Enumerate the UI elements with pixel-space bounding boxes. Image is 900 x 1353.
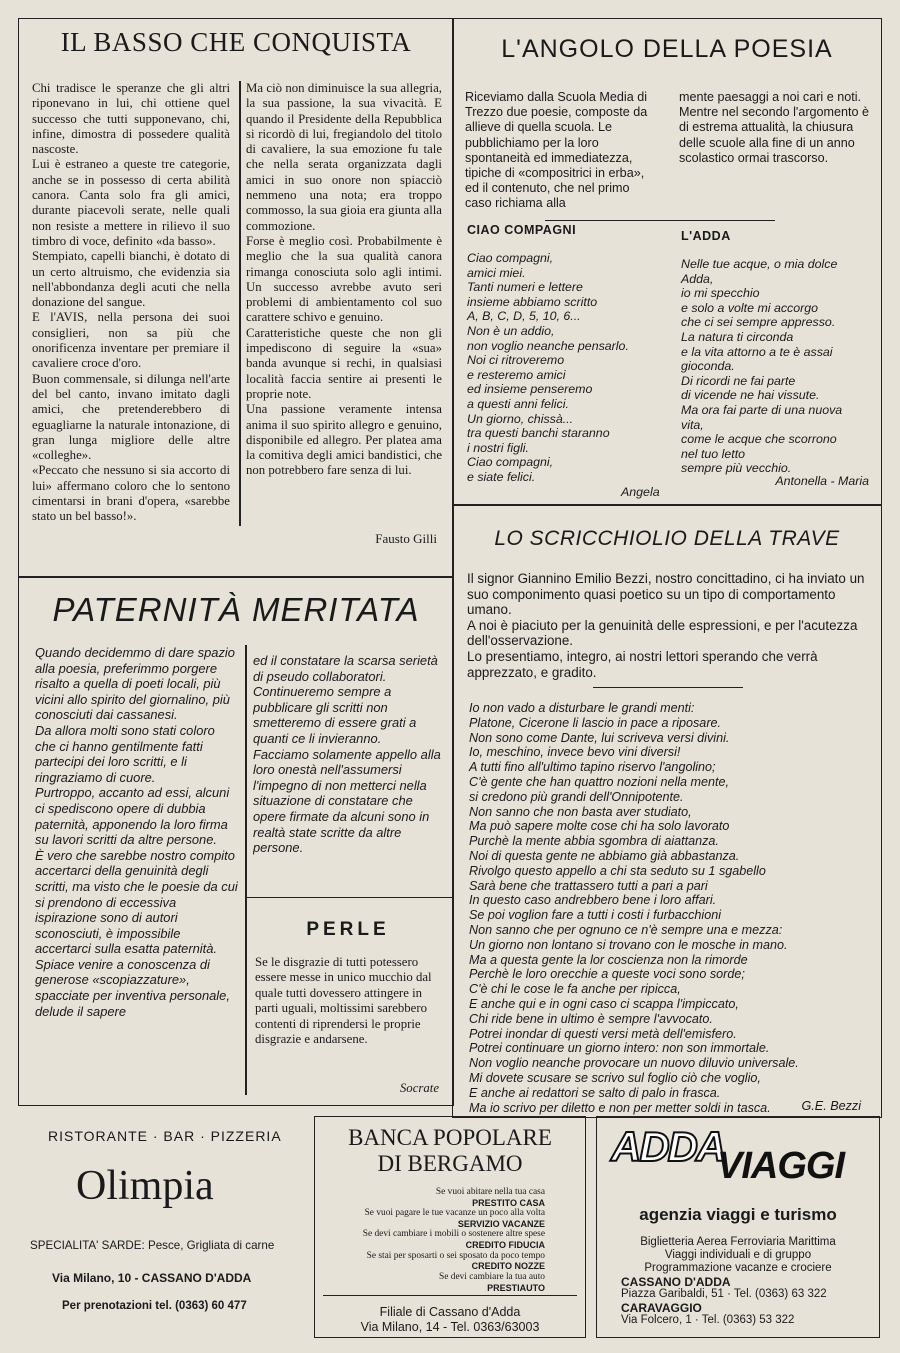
column-divider: [245, 645, 247, 1095]
section-rule: [593, 687, 743, 688]
poem-line: come le acque che scorrono: [681, 432, 837, 447]
poem-line: Ma ora fai parte di una nuova: [681, 402, 843, 417]
poem-line: Tanti numeri e lettere: [467, 280, 583, 295]
poem-line: e la vita attorno a te è assai: [681, 344, 833, 359]
article-column: Riceviamo dalla Scuola Media di Trezzo due poesie, composte da allieve di quella scuola. Le pubblichiamo per la loro spontaneità ed immediatezza, tipiche di «compositrici in erba», ed il contenuto, che nel primo caso richiama alla: [465, 90, 648, 210]
poem-line: non voglio neanche pensarlo.: [467, 338, 629, 353]
poem-line: Non sanno che per ognuno ce n'è sempre una e mezza:: [469, 922, 783, 937]
article-column: Ma ciò non diminuisce la sua allegria, la sua passione, la sua vivacità. E quando il Presidente della Repubblica si ricordò di lui, fregiandolo del titolo di cavaliere, la sua emozione fu tale che nella serata organizzata dagli amici in suo onore non spiacciò nemmeno una nota; era troppo commosso, la sua gioia era giunta alla commozione. Forse è meglio così. Probabilmente è meglio che la sua qualità canora rimanga conosciuta solo agli intimi. Un successo avrebbe avuto seri problemi di ambientamento col suo carattere schivo e genuino. Caratteristiche queste che non gli impediscono di seguire la «sua» banda avunque si rechi, in qualsiasi località faccia sentire ai presenti le proprie note. Una passione veramente intensa anima il suo spirito allegro e genuino, disponibile ed allegro. Per platea ama la comitiva degli amici bandistici, che non potrebbero fare senza di lui.: [246, 81, 442, 478]
poem-line: e resteremo amici: [467, 367, 566, 382]
ad-text: Viaggi individuali e di gruppo: [664, 1249, 812, 1261]
ad-service-list: [315, 1187, 545, 1293]
poem-line: Ma può sapere molte cose chi ha solo lavorato: [469, 819, 730, 834]
poem-line: La natura ti circonda: [681, 329, 794, 344]
ad-address: Via Folcero, 1 · Tel. (0363) 53 322: [621, 1314, 795, 1326]
article-title: LO SCRICCHIOLIO DELLA TRAVE: [494, 527, 840, 550]
poem-line: Non sono come Dante, lui scriveva versi divini.: [469, 730, 730, 745]
ad-address: Via Milano, 14 - Tel. 0363/63003: [360, 1320, 540, 1334]
poem-line: i nostri figli.: [467, 440, 529, 455]
poem-line: C'è chi le cose le fa anche per ripicca,: [469, 982, 681, 997]
poem-line: Platone, Cicerone li lascio in pace a riposare.: [469, 715, 722, 730]
service-name: SERVIZIO VACANZE: [457, 1219, 545, 1229]
poem-line: Un giorno, chissà...: [467, 411, 574, 426]
poem-line: vita,: [681, 417, 704, 432]
section-rule: [323, 1295, 577, 1296]
poem-line: a questi anni felici.: [467, 396, 569, 411]
logo-viaggi: VIAGGI: [717, 1145, 845, 1187]
article-column: Quando decidemmo di dare spazio alla poesia, preferimmo porgere risalto a quella di poeti locali, più vicini allo spirito del giornalino, più conosciuti dai cassanesi. Da allora molti sono stati coloro che ci hanno gentilmente fatti partecipi dei loro scritti, e li ringraziamo di cuore. Purtroppo, accanto ad essi, alcuni ci spediscono opere di dubbia paternità, apponendo la loro firma su lavori scritti da altre persone. È vero che sarebbe nostro compito accertarci della genuinità degli scritti, ma visto che le poesie da cui si prendono di eccessiva ispirazione sono di autori sconosciuti, è impossibile accertarci sulla esatta paternità. Spiace venire a conoscenza di generose «scopiazzature», spacciate per inventiva personale, delude il sapere: [35, 645, 238, 1019]
article-column: mente paesaggi a noi cari e noti. Mentre nel secondo l'argomento è di estrema attualità, la chiusura delle scuole alla fine di un anno scolastico ormai trascorso.: [679, 90, 870, 165]
poem-line: Adda,: [681, 271, 714, 286]
poem-line: Non sanno che non basta aver studiato,: [469, 804, 692, 819]
poem-line: Nelle tue acque, o mia dolce: [681, 257, 838, 271]
ad-brand: BANCA POPOLARE: [348, 1125, 552, 1150]
poem-line: Io non vado a disturbare le grandi menti:: [469, 701, 695, 715]
poem-line: insieme abbiamo scritto: [467, 294, 598, 309]
poem-body: [681, 257, 875, 476]
poem-author: G.E. Bezzi: [801, 1099, 861, 1113]
poem-line: Di ricordi ne fai parte: [681, 373, 796, 388]
service-question: Se devi cambiare la tua auto: [439, 1271, 545, 1282]
section-rule: [245, 897, 453, 898]
poem-line: Chi ride bene in ultimo è sempre l'avvocato.: [469, 1011, 713, 1026]
perle-title: PERLE: [306, 919, 390, 940]
poem-line: sempre più vecchio.: [681, 461, 792, 476]
poem-body: [467, 251, 667, 485]
poem-line: e solo a volte mi accorgo: [681, 300, 819, 315]
section-rule: [545, 220, 775, 221]
poem-line: Purchè la mente abbia sgombra di aiattanza.: [469, 834, 719, 849]
poem-line: di vicende ne hai vissute.: [681, 388, 820, 403]
ad-address: Filiale di Cassano d'Adda: [379, 1305, 521, 1319]
article-trave: [452, 504, 882, 1118]
perle-text: Se le disgrazie di tutti potessero essere messe in unico mucchio dal quale tutti dovessero attingere in parti uguali, moltissimi sarebbero contenti di riprendersi le proprie disgrazie e andarsene.: [255, 955, 432, 1047]
poem-line: A, B, C, D, 5, 10, 6...: [467, 309, 581, 324]
article-intro: Il signor Giannino Emilio Bezzi, nostro concittadino, ci ha inviato un suo componimento quasi poetico su un tipo di comportamento umano. A noi è piaciuto per la genuinità delle espressioni, e per l'acutezza dell'osservazione. Lo presentiamo, integro, ai nostri lettori sperando che verrà apprezzato, e gradito.: [467, 571, 865, 680]
poem-title: L'ADDA: [681, 229, 731, 243]
poem-line: Non è un addio,: [467, 323, 555, 338]
poem-line: io mi specchio: [681, 286, 760, 301]
article-poesia: [452, 18, 882, 506]
service-name: PRESTITO CASA: [472, 1197, 545, 1208]
poem-line: nel tuo letto: [681, 446, 746, 461]
ad-city: CARAVAGGIO: [621, 1301, 702, 1315]
ad-tagline: agenzia viaggi e turismo: [639, 1205, 837, 1224]
poem-line: E anche ai redattori se salto di palo in frasca.: [469, 1085, 721, 1100]
article-column: ed il constatare la scarsa serietà di pseudo collaboratori. Continueremo sempre a pubblicare gli scritti non smetteremo di essere grati a quanti ce li invieranno. Facciamo solamente appello alla loro onestà nell'assumersi l'impegno di non metterci nella situazione di constatare che opere firmate da alcuni sono in realtà state scritte da altre persone.: [253, 653, 441, 856]
poem-line: Ma a questa gente la lor coscienza non la rimorde: [469, 952, 748, 967]
poem-line: Mi dovete scusare se scrivo sul foglio ciò che voglio,: [469, 1070, 761, 1085]
poem-line: Noi ci ritroveremo: [467, 353, 565, 368]
poem-line: si credono più grandi dell'Onnipotente.: [469, 789, 684, 804]
service-question: Se vuoi abitare nella tua casa: [435, 1187, 545, 1197]
poem-line: e siate felici.: [467, 469, 536, 484]
poem-line: Rivolgo questo appello a chi sta seduto su 1 sgabello: [469, 863, 766, 878]
article-column: Chi tradisce le speranze che gli altri riponevano in lui, chi ottiene quel successo che tutti supponevano, chi, infine, dimostra di possedere qualità nascoste. Lui è estraneo a queste tre categorie, anche se in possesso di certa abilità canora. Canta solo fra gli amici, durante piacevoli serate, nelle quali non resiste a mettere in rilievo il suo timbro di voce, definito «da basso». Stempiato, capelli bianchi, è dotato di un certo altruismo, che evidenzia sia nell'abbondanza degli acuti che nella donazione del sangue. E l'AVIS, nella persona dei suoi consiglieri, non sa più che onorificenza inventare per premiare il cavaliere croce d'oro. Buon commensale, si dilunga nell'arte del bel canto, invano imitato dagli amici, che pretenderebbero di eguagliarne la naturale intonazione, di gran lunga migliore delle altre «colleghe». «Peccato che nessuno si sia accorto di lui» affermano coloro che lo sentono cimentarsi in brani d'opera, «sarebbe stato un bel basso!».: [32, 81, 230, 524]
service-name: CREDITO NOZZE: [471, 1261, 545, 1272]
ad-banca: [314, 1116, 586, 1338]
poem-line: gioconda.: [681, 359, 735, 374]
poem-line: amici miei.: [467, 265, 526, 280]
service-question: Se vuoi pagare le tue vacanze un poco alla volta: [364, 1208, 545, 1219]
ad-olimpia: [22, 1118, 304, 1338]
ad-viaggi: [596, 1116, 880, 1338]
service-name: CREDITO FIDUCIA: [465, 1240, 545, 1251]
column-divider: [239, 81, 241, 526]
ad-brand: Olimpia: [76, 1163, 214, 1209]
poem-line: Ciao compagni,: [467, 455, 554, 470]
poem-line: Potrei inondar di questi versi metà dell'emisfero.: [469, 1026, 737, 1041]
ad-logo: [609, 1123, 871, 1195]
ad-text: Biglietteria Aerea Ferroviaria Marittima: [640, 1236, 836, 1248]
ad-text: SPECIALITA' SARDE: Pesce, Grigliata di carne: [30, 1239, 275, 1252]
article-title: L'ANGOLO DELLA POESIA: [501, 35, 833, 63]
poem-line: Potrei continuare un giorno intero: non son immortale.: [469, 1041, 770, 1056]
article-title: IL BASSO CHE CONQUISTA: [60, 27, 412, 57]
poem-line: C'è gente che han quattro nozioni nella mente,: [469, 774, 730, 789]
poem-line: Ma io scrivo per diletto e non per metter soldi in tasca.: [469, 1100, 771, 1115]
poem-line: Io, meschino, invece bevo vini diversi!: [469, 745, 681, 760]
poem-line: Non voglio neanche provocare un nuovo diluvio universale.: [469, 1056, 799, 1071]
poem-line: A tutti fino all'ultimo tapino riservo l'angolino;: [469, 760, 716, 775]
poem-line: Un giorno non lontano si trovano con le mosche in mano.: [469, 937, 788, 952]
poem-line: che ci sei sempre appresso.: [681, 315, 836, 330]
article-author: Fausto Gilli: [375, 531, 437, 546]
article-title: PATERNITÀ MERITATA: [52, 591, 420, 628]
service-question: Se stai per sposarti o sei sposato da poco tempo: [366, 1250, 545, 1261]
ad-text: Programmazione vacanze e crociere: [644, 1262, 832, 1274]
ad-heading: RISTORANTE · BAR · PIZZERIA: [48, 1128, 282, 1144]
service-question: Se devi cambiare i mobili o sostenere altre spese: [362, 1229, 545, 1240]
ad-address: Piazza Garibaldi, 51 · Tel. (0363) 63 322: [621, 1288, 827, 1300]
perle-author: Socrate: [399, 1081, 439, 1095]
poem-line: tra questi banchi staranno: [467, 426, 610, 441]
poem-line: In questo caso andrebbero bene i loro affari.: [469, 893, 717, 908]
ad-city: CASSANO D'ADDA: [621, 1275, 731, 1289]
poem-line: Ciao compagni,: [467, 251, 554, 265]
poem-author: Antonella - Maria: [775, 474, 869, 488]
ad-address: Via Milano, 10 - CASSANO D'ADDA: [52, 1271, 252, 1285]
poem-author: Angela: [621, 485, 660, 499]
ad-brand: DI BERGAMO: [377, 1151, 523, 1176]
poem-line: E anche qui e in ogni caso ci scappa l'impiccato,: [469, 996, 739, 1011]
service-name: PRESTIAUTO: [487, 1282, 545, 1293]
poem-line: Noi di questa gente ne abbiamo già abbastanza.: [469, 848, 740, 863]
poem-line: Se poi voglion fare a tutti i costi i furbacchioni: [469, 908, 722, 923]
ad-phone: Per prenotazioni tel. (0363) 60 477: [62, 1300, 247, 1312]
poem-line: Sarà bene che trattassero tutti a pari a pari: [469, 878, 708, 893]
article-paternita: [18, 576, 454, 1106]
poem-title: CIAO COMPAGNI: [467, 223, 577, 237]
poem-body: [469, 701, 869, 1115]
poem-line: Perchè le loro orecchie a queste voci sono sorde;: [469, 967, 745, 982]
article-basso: [18, 18, 454, 578]
logo-adda: ADDA: [611, 1123, 725, 1170]
poem-line: ed insieme penseremo: [467, 382, 593, 397]
